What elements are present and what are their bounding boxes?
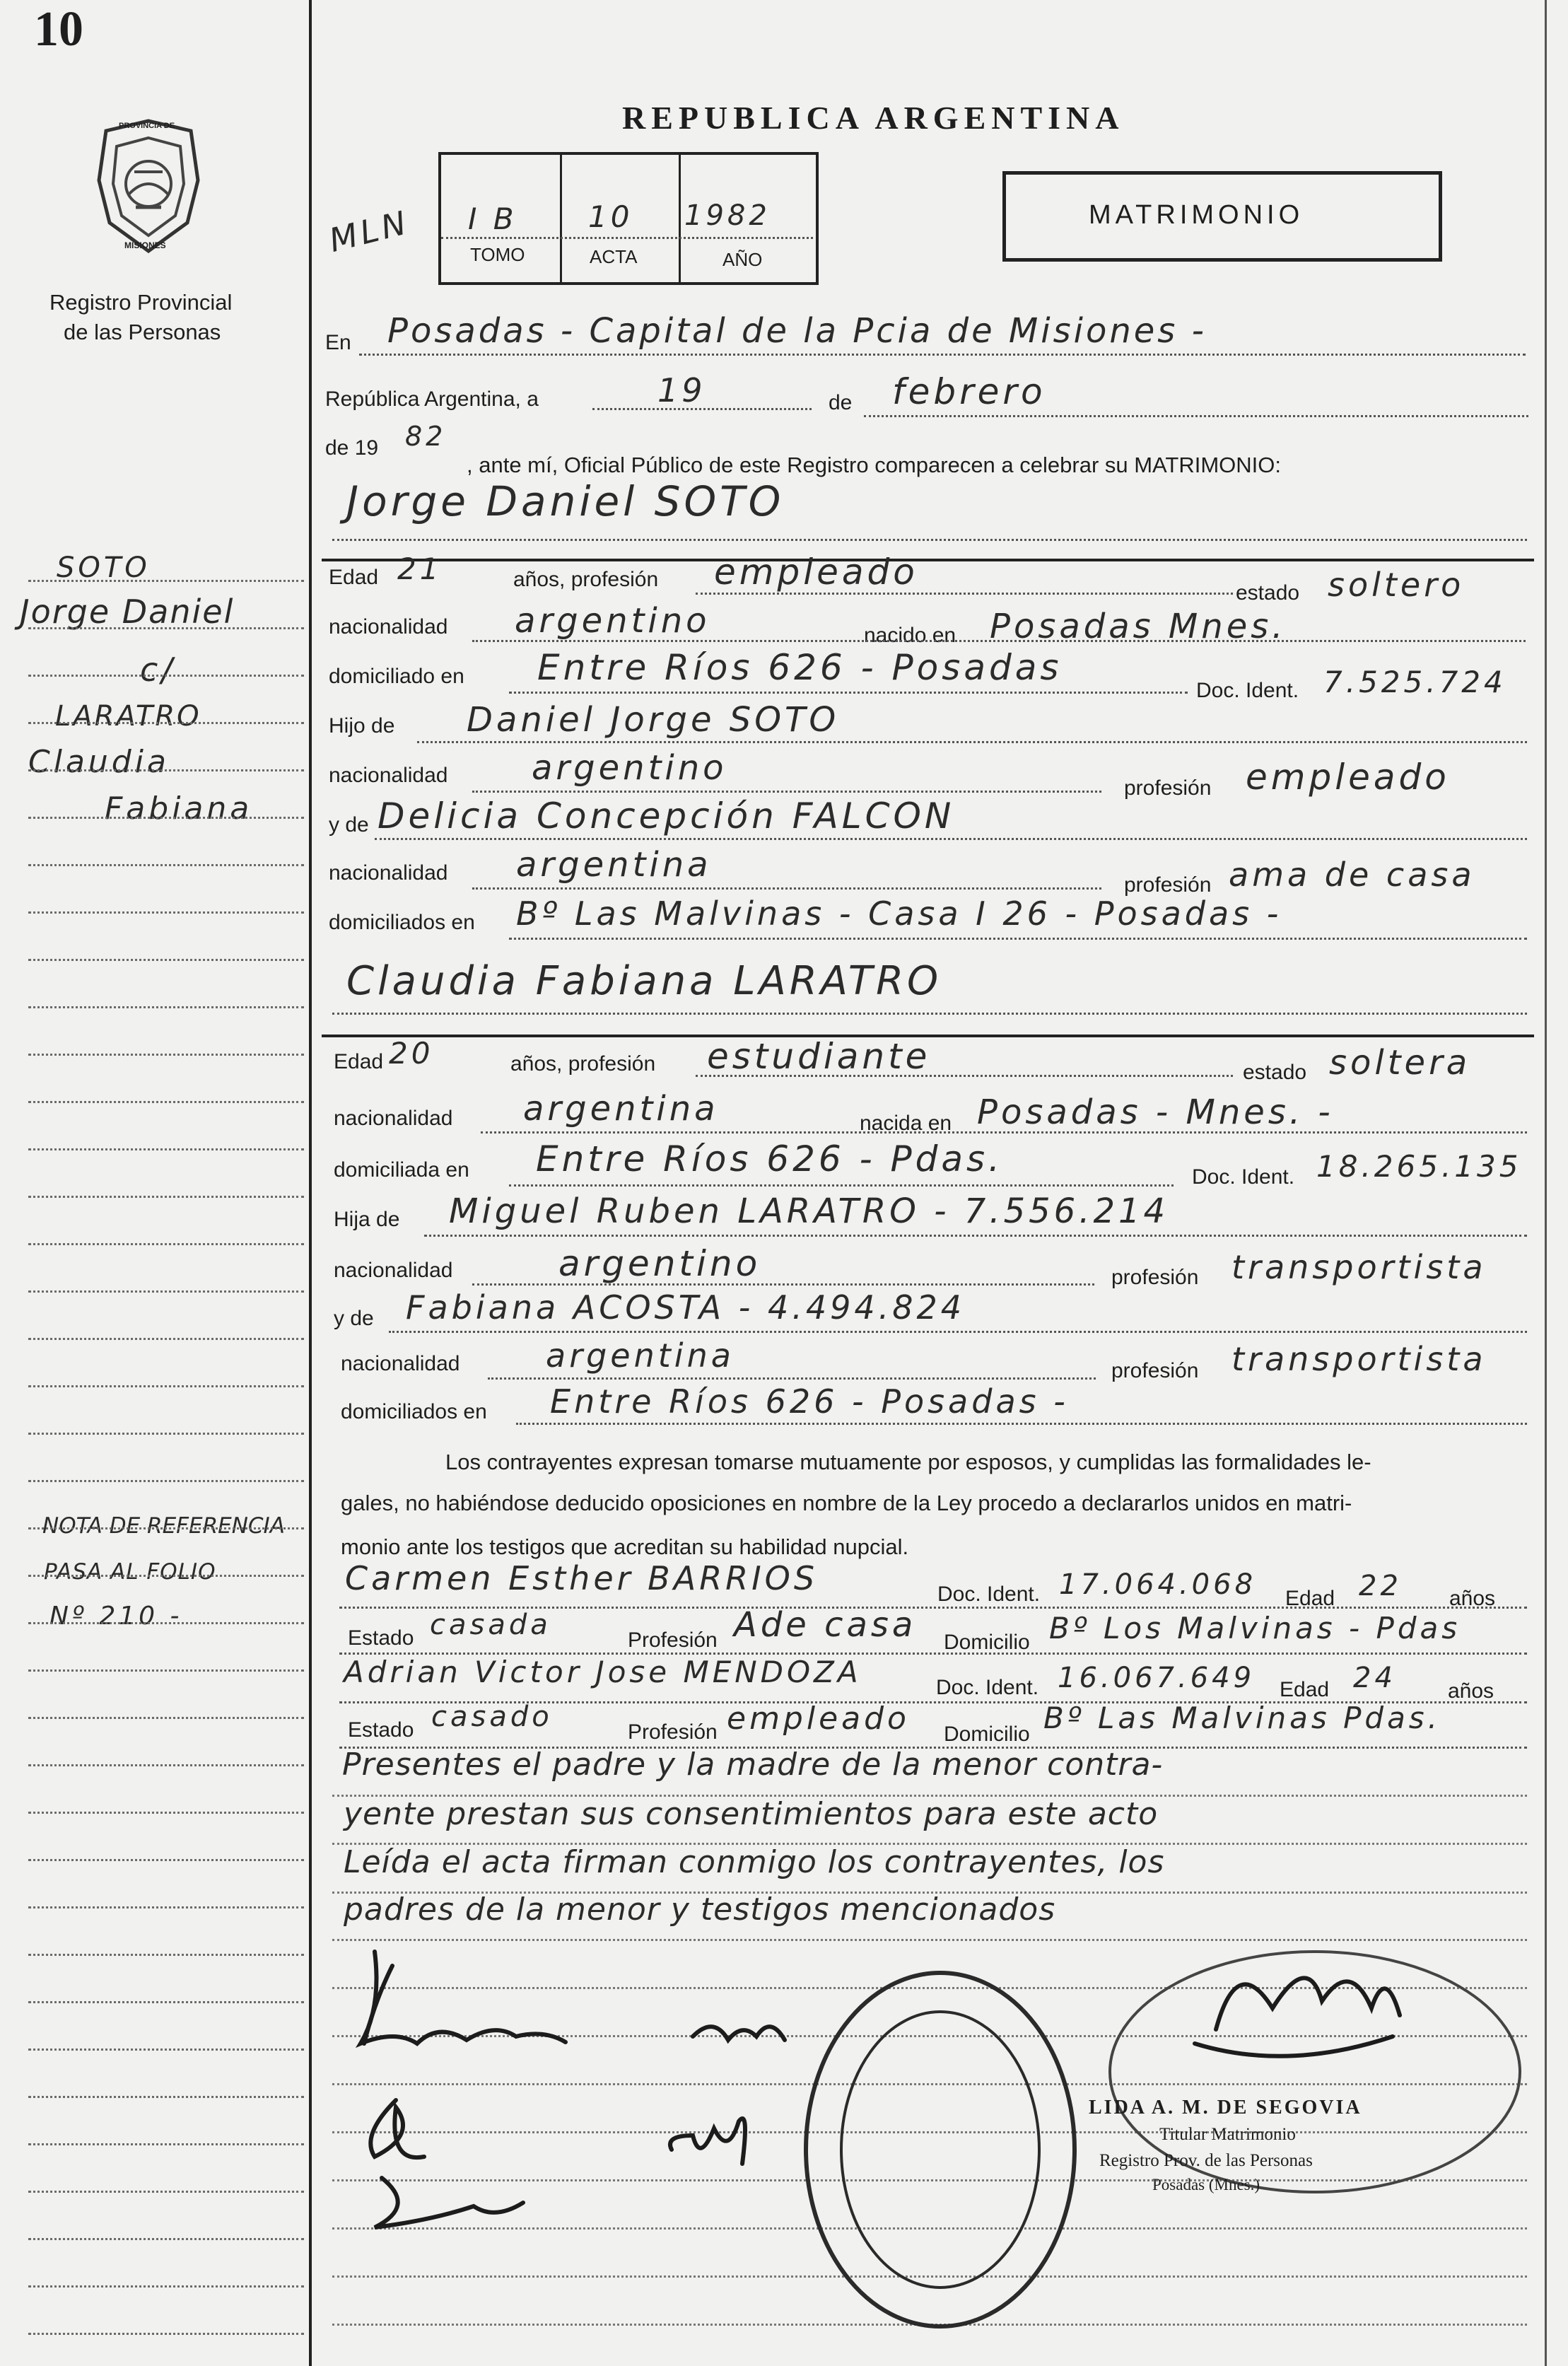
groom-nacionalidad: argentino xyxy=(515,601,710,641)
witness1-doc-label: Doc. Ident. xyxy=(937,1583,1041,1606)
witness1-domicilio-label: Domicilio xyxy=(944,1631,1030,1654)
margin-ruled-line xyxy=(28,1622,304,1624)
margin-ruled-line xyxy=(28,769,304,771)
provincial-seal-icon xyxy=(85,117,212,258)
remark-line2: yente prestan sus consentimientos para este acto xyxy=(344,1796,1159,1832)
bride-name: Claudia Fabiana LARATRO xyxy=(346,958,942,1004)
witness1-edad-label: Edad xyxy=(1285,1587,1335,1610)
marriage-day: 19 xyxy=(657,371,706,409)
tomo-label: TOMO xyxy=(470,244,525,265)
witness2-domicilio: Bº Las Malvinas Pdas. xyxy=(1043,1701,1441,1735)
groom-madre-label: y de xyxy=(329,813,369,837)
margin-ruled-line xyxy=(28,2096,304,2098)
bride-padre-nac-label: nacionalidad xyxy=(334,1259,453,1282)
bride-nacida-label: nacida en xyxy=(860,1112,952,1135)
margin-bride-surname: LARATRO xyxy=(55,700,201,733)
margin-ruled-line xyxy=(28,722,304,724)
margin-ruled-line xyxy=(28,1480,304,1482)
official-stamp-line1: LIDA A. M. DE SEGOVIA xyxy=(1089,2097,1362,2119)
margin-ruled-line xyxy=(28,2285,304,2288)
witness2-profesion: empleado xyxy=(727,1701,910,1737)
page-number: 10 xyxy=(34,2,83,57)
margin-ref-line3: Nº 210 - xyxy=(49,1602,183,1631)
signatures-icon xyxy=(332,1923,1534,2348)
witness1-estado-label: Estado xyxy=(348,1626,414,1650)
groom-madre-nac-label: nacionalidad xyxy=(329,861,448,885)
bride-madre-nac: argentina xyxy=(546,1336,735,1375)
acta-label: ACTA xyxy=(590,246,638,267)
bride-madre: Fabiana ACOSTA - 4.494.824 xyxy=(406,1288,966,1327)
groom-madre-nac: argentina xyxy=(516,845,712,885)
left-margin-rule xyxy=(309,0,312,2366)
margin-ruled-line xyxy=(28,1669,304,1672)
margin-bride-given2: Fabiana xyxy=(105,791,253,827)
margin-ruled-line xyxy=(28,2238,304,2240)
bride-estado-label: estado xyxy=(1243,1061,1307,1084)
remark-line1: Presentes el padre y la madre de la menor contra- xyxy=(342,1747,1164,1783)
margin-ruled-line xyxy=(28,1101,304,1103)
bride-padre: Miguel Ruben LARATRO - 7.556.214 xyxy=(449,1191,1169,1231)
bride-domicilio: Entre Ríos 626 - Pdas. xyxy=(536,1138,1004,1179)
groom-edad-label: Edad xyxy=(329,566,379,589)
remark-line3: Leída el acta firman conmigo los contrayentes, los xyxy=(344,1844,1165,1880)
official-stamp-line3: Registro Prov. de las Personas xyxy=(1099,2151,1313,2170)
witness2-edad-label: Edad xyxy=(1280,1678,1330,1701)
witness2-profesion-label: Profesión xyxy=(628,1720,718,1744)
witness1-edad: 22 xyxy=(1359,1570,1402,1602)
groom-nacionalidad-label: nacionalidad xyxy=(329,615,448,639)
witness1-profesion: Ade casa xyxy=(734,1605,917,1645)
margin-ref-line1: NOTA DE REFERENCIA xyxy=(42,1513,285,1539)
bride-padre-prof: transportista xyxy=(1231,1248,1487,1286)
witness2-doc-label: Doc. Ident. xyxy=(936,1676,1039,1699)
margin-ruled-line xyxy=(28,1196,304,1198)
witness1-name: Carmen Esther BARRIOS xyxy=(345,1559,819,1597)
witness2-estado-label: Estado xyxy=(348,1718,414,1742)
year-prefix: de 19 xyxy=(325,436,379,460)
witness1-doc: 17.064.068 xyxy=(1059,1568,1257,1601)
declaration-line3: monio ante los testigos que acreditan su habilidad nupcial. xyxy=(341,1534,909,1559)
acta-value: 10 xyxy=(588,199,633,234)
bride-profesion: estudiante xyxy=(707,1036,931,1077)
bride-padre-label: Hija de xyxy=(334,1208,400,1231)
margin-ruled-line xyxy=(28,2191,304,2193)
official-stamp-line4: Posadas (Mnes.) xyxy=(1152,2176,1260,2193)
witness2-estado: casado xyxy=(431,1701,553,1733)
witness1-profesion-label: Profesión xyxy=(628,1628,718,1652)
margin-ruled-line xyxy=(28,1385,304,1387)
en-label: En xyxy=(325,331,351,354)
groom-padres-dom-label: domiciliados en xyxy=(329,911,475,934)
margin-groom-given: Jorge Daniel xyxy=(20,593,235,631)
groom-madre-prof: ama de casa xyxy=(1229,856,1475,894)
marriage-place: Posadas - Capital de la Pcia de Misiones - xyxy=(387,311,1207,351)
margin-ruled-line xyxy=(28,1859,304,1861)
groom-domicilio-label: domiciliado en xyxy=(329,665,464,688)
groom-padres-dom: Bº Las Malvinas - Casa I 26 - Posadas - xyxy=(516,894,1282,933)
groom-padre-nac-label: nacionalidad xyxy=(329,764,448,787)
groom-name: Jorge Daniel SOTO xyxy=(346,477,785,525)
margin-bride-given1: Claudia xyxy=(28,744,170,780)
groom-nacido: Posadas Mnes. xyxy=(990,607,1287,646)
groom-doc: 7.525.724 xyxy=(1323,665,1506,699)
anio-value: 1982 xyxy=(684,199,771,232)
margin-groom-surname: SOTO xyxy=(57,552,151,584)
bride-madre-prof-label: profesión xyxy=(1111,1359,1199,1382)
margin-ruled-line xyxy=(28,1338,304,1340)
margin-ruled-line xyxy=(28,1433,304,1435)
bride-madre-nac-label: nacionalidad xyxy=(341,1352,460,1375)
margin-ruled-line xyxy=(28,1054,304,1056)
margin-ruled-line xyxy=(28,2001,304,2003)
tomo-value: I B xyxy=(468,202,517,236)
record-type: MATRIMONIO xyxy=(1089,200,1304,230)
groom-padre-prof: empleado xyxy=(1246,757,1450,798)
margin-ruled-line xyxy=(28,911,304,914)
witness1-domicilio: Bº Los Malvinas - Pdas xyxy=(1049,1611,1461,1645)
de-label: de xyxy=(829,391,853,414)
declaration-line1: Los contrayentes expresan tomarse mutuamente por esposos, y cumplidas las formalidades le- xyxy=(445,1450,1371,1474)
groom-nacido-label: nacido en xyxy=(864,624,956,647)
country-title: REPUBLICA ARGENTINA xyxy=(622,100,1125,136)
groom-estado-label: estado xyxy=(1236,581,1300,605)
bride-padres-dom: Entre Ríos 626 - Posadas - xyxy=(550,1382,1069,1421)
official-round-stamp-icon xyxy=(806,1973,1075,2326)
margin-ruled-line xyxy=(28,959,304,961)
witness1-estado: casada xyxy=(430,1609,551,1641)
bride-doc-label: Doc. Ident. xyxy=(1192,1165,1295,1189)
margin-ruled-line xyxy=(28,1954,304,1956)
official-stamp-line2: Titular Matrimonio xyxy=(1159,2125,1296,2144)
margin-ruled-line xyxy=(28,2333,304,2335)
intro-statement: , ante mí, Oficial Público de este Registro comparecen a celebrar su MATRIMONIO: xyxy=(467,453,1282,477)
republica-label: República Argentina, a xyxy=(325,387,539,411)
margin-ruled-line xyxy=(28,1290,304,1293)
marriage-month: febrero xyxy=(892,371,1046,412)
margin-ruled-line xyxy=(28,2049,304,2051)
groom-domicilio: Entre Ríos 626 - Posadas xyxy=(537,647,1063,688)
mln-annotation: MLN xyxy=(325,202,414,260)
remark-line4: padres de la menor y testigos mencionados xyxy=(344,1892,1056,1928)
groom-edad: 21 xyxy=(397,552,443,586)
registry-name-line1: Registro Provincial xyxy=(49,290,233,315)
seal-text-top: PROVINCIA DE xyxy=(119,122,175,130)
witness2-anos-label: años xyxy=(1448,1679,1494,1703)
bride-edad-label: Edad xyxy=(334,1050,384,1073)
groom-madre: Delicia Concepción FALCON xyxy=(378,796,955,837)
margin-ruled-line xyxy=(28,1717,304,1719)
margin-ruled-line xyxy=(28,1243,304,1245)
margin-ruled-line xyxy=(28,580,304,582)
margin-ruled-line xyxy=(28,1812,304,1814)
groom-padre-label: Hijo de xyxy=(329,714,395,738)
bride-doc: 18.265.135 xyxy=(1316,1149,1522,1184)
bride-padre-prof-label: profesión xyxy=(1111,1266,1199,1289)
bride-edad: 20 xyxy=(389,1036,434,1071)
seal-text-bottom: MISIONES xyxy=(124,240,166,250)
witness2-doc: 16.067.649 xyxy=(1058,1662,1256,1694)
groom-doc-label: Doc. Ident. xyxy=(1196,679,1299,702)
groom-padre-prof-label: profesión xyxy=(1124,776,1212,800)
witness2-name: Adrian Victor Jose MENDOZA xyxy=(344,1655,862,1689)
margin-ruled-line xyxy=(28,1906,304,1908)
bride-nacionalidad: argentina xyxy=(523,1089,719,1129)
margin-ruled-line xyxy=(28,1527,304,1529)
witness2-edad: 24 xyxy=(1353,1662,1396,1694)
groom-madre-prof-label: profesión xyxy=(1124,873,1212,897)
margin-ruled-line xyxy=(28,1006,304,1008)
margin-ruled-line xyxy=(28,1764,304,1766)
bride-nacida: Posadas - Mnes. - xyxy=(977,1092,1334,1132)
groom-profesion-label: años, profesión xyxy=(513,568,659,591)
bride-estado: soltera xyxy=(1329,1043,1471,1083)
bride-domicilio-label: domiciliada en xyxy=(334,1158,469,1182)
bride-padres-dom-label: domiciliados en xyxy=(341,1400,487,1423)
margin-ruled-line xyxy=(28,675,304,677)
bride-profesion-label: años, profesión xyxy=(510,1052,656,1076)
margin-ruled-line xyxy=(28,2143,304,2145)
bride-nacionalidad-label: nacionalidad xyxy=(334,1107,453,1130)
margin-ruled-line xyxy=(28,817,304,819)
groom-padre-nac: argentino xyxy=(532,748,727,788)
groom-estado: soltero xyxy=(1328,566,1465,604)
right-page-edge xyxy=(1545,0,1547,2366)
registry-name-line2: de las Personas xyxy=(64,320,221,344)
bride-madre-label: y de xyxy=(334,1307,374,1330)
anio-label: AÑO xyxy=(722,249,763,270)
groom-top-rule xyxy=(322,559,1534,561)
margin-ruled-line xyxy=(28,864,304,866)
groom-padre: Daniel Jorge SOTO xyxy=(467,700,840,740)
marriage-year: 82 xyxy=(405,421,447,452)
margin-ref-line2: PASA AL FOLIO xyxy=(44,1559,216,1585)
margin-connector: c/ xyxy=(140,651,176,689)
declaration-line2: gales, no habiéndose deducido oposiciones en nombre de la Ley procedo a declararlos unidos en matri- xyxy=(341,1491,1352,1515)
margin-ruled-line xyxy=(28,627,304,629)
bride-madre-prof: transportista xyxy=(1231,1340,1487,1378)
bride-padre-nac: argentino xyxy=(558,1243,761,1284)
witness1-anos-label: años xyxy=(1449,1587,1496,1610)
groom-profesion: empleado xyxy=(714,552,918,593)
margin-ruled-line xyxy=(28,1148,304,1150)
margin-ruled-line xyxy=(28,1575,304,1577)
witness2-domicilio-label: Domicilio xyxy=(944,1723,1030,1746)
